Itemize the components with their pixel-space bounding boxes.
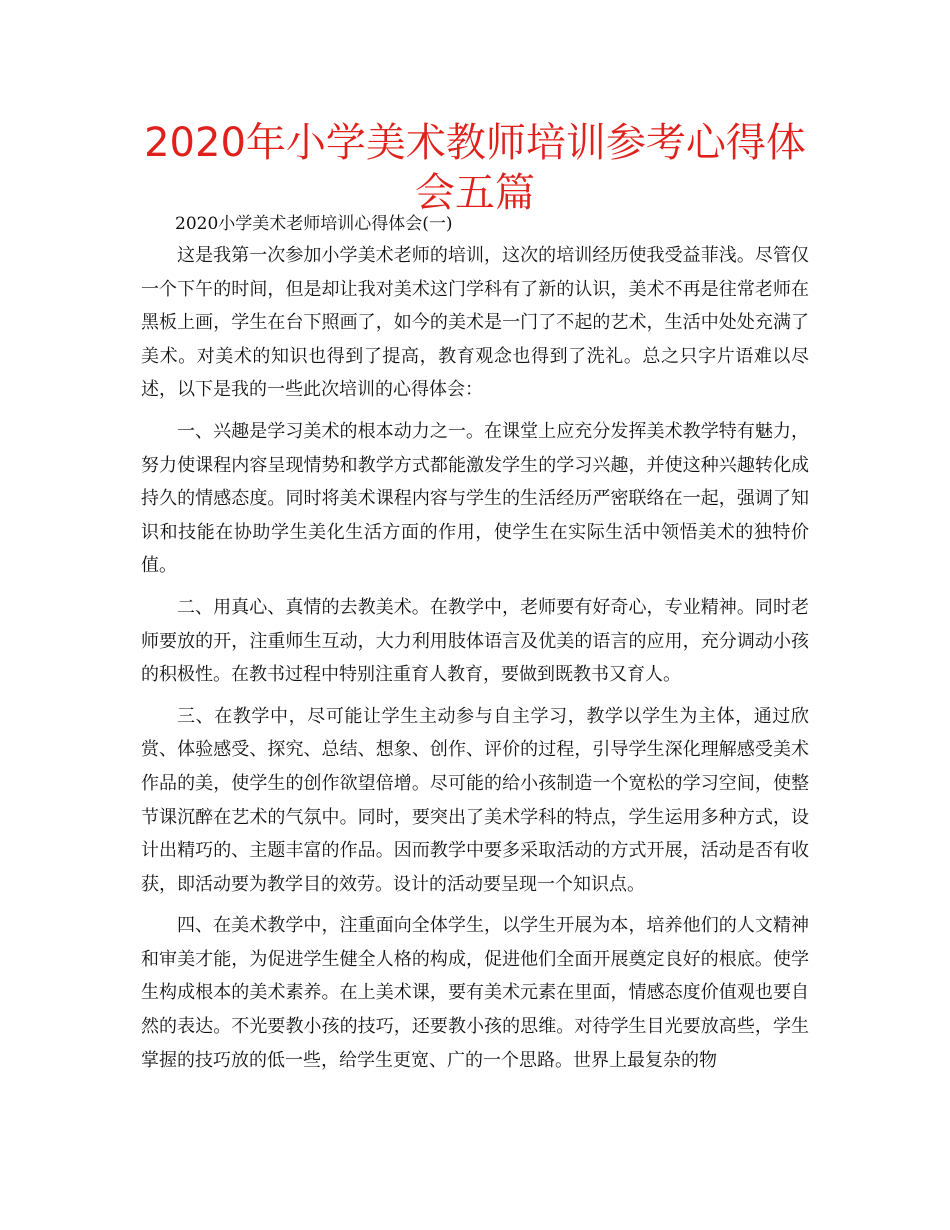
section-subtitle: 2020小学美术老师培训心得体会(一) [175,214,453,234]
paragraph-point-2: 二、用真心、真情的去教美术。在教学中，老师要有好奇心，专业精神。同时老师要放的开，注重师生互动，大力利用肢体语言及优美的语言的应用，充分调动小孩的积极性。在教书过程中特别注重育人教育，要做到既教书又育人。 [141,596,809,686]
paragraph-intro: 这是我第一次参加小学美术老师的培训，这次的培训经历使我受益菲浅。尽管仅一个下午的时间，但是却让我对美术这门学科有了新的认识，美术不再是往常老师在黑板上画，学生在台下照画了，如今的美术是一门了不起的艺术，生活中处处充满了美术。对美术的知识也得到了提高，教育观念也得到了洗礼。总之只字片语难以尽述，以下是我的一些此次培训的心得体会： [141,245,809,401]
paragraph-point-3: 三、在教学中，尽可能让学生主动参与自主学习，教学以学生为主体，通过欣赏、体验感受、探究、总结、想象、创作、评价的过程，引导学生深化理解感受美术作品的美，使学生的创作欲望倍增。尽可能的给小孩制造一个宽松的学习空间，使整节课沉醉在艺术的气氛中。同时，要突出了美术学科的特点，学生运用多种方式，设计出精巧的、主题丰富的作品。因而教学中要多采取活动的方式开展，活动是否有收获，即活动要为教学目的效劳。设计的活动要呈现一个知识点。 [141,705,809,895]
document-body [141,206,809,1077]
paragraph-point-1: 一、兴趣是学习美术的根本动力之一。在课堂上应充分发挥美术教学特有魅力，努力使课程内容呈现情势和教学方式都能激发学生的学习兴趣，并使这种兴趣转化成持久的情感态度。同时将美术课程内容与学生的生活经历严密联络在一起，强调了知识和技能在协助学生美化生活方面的作用，使学生在实际生活中领悟美术的独特价值。 [141,420,809,577]
paragraph-point-4: 四、在美术教学中，注重面向全体学生，以学生开展为本，培养他们的人文精神和审美才能，为促进学生健全人格的构成，促进他们全面开展奠定良好的根底。使学生构成根本的美术素养。在上美术课，要有美术元素在里面，情感态度价值观也要自然的表达。不光要教小孩的技巧，还要教小孩的思维。对待学生目光要放高些，学生掌握的技巧放的低一些，给学生更宽、广的一个思路。世界上最复杂的物 [141,915,809,1071]
document-title: 2020年小学美术教师培训参考心得体会五篇 [144,120,806,216]
